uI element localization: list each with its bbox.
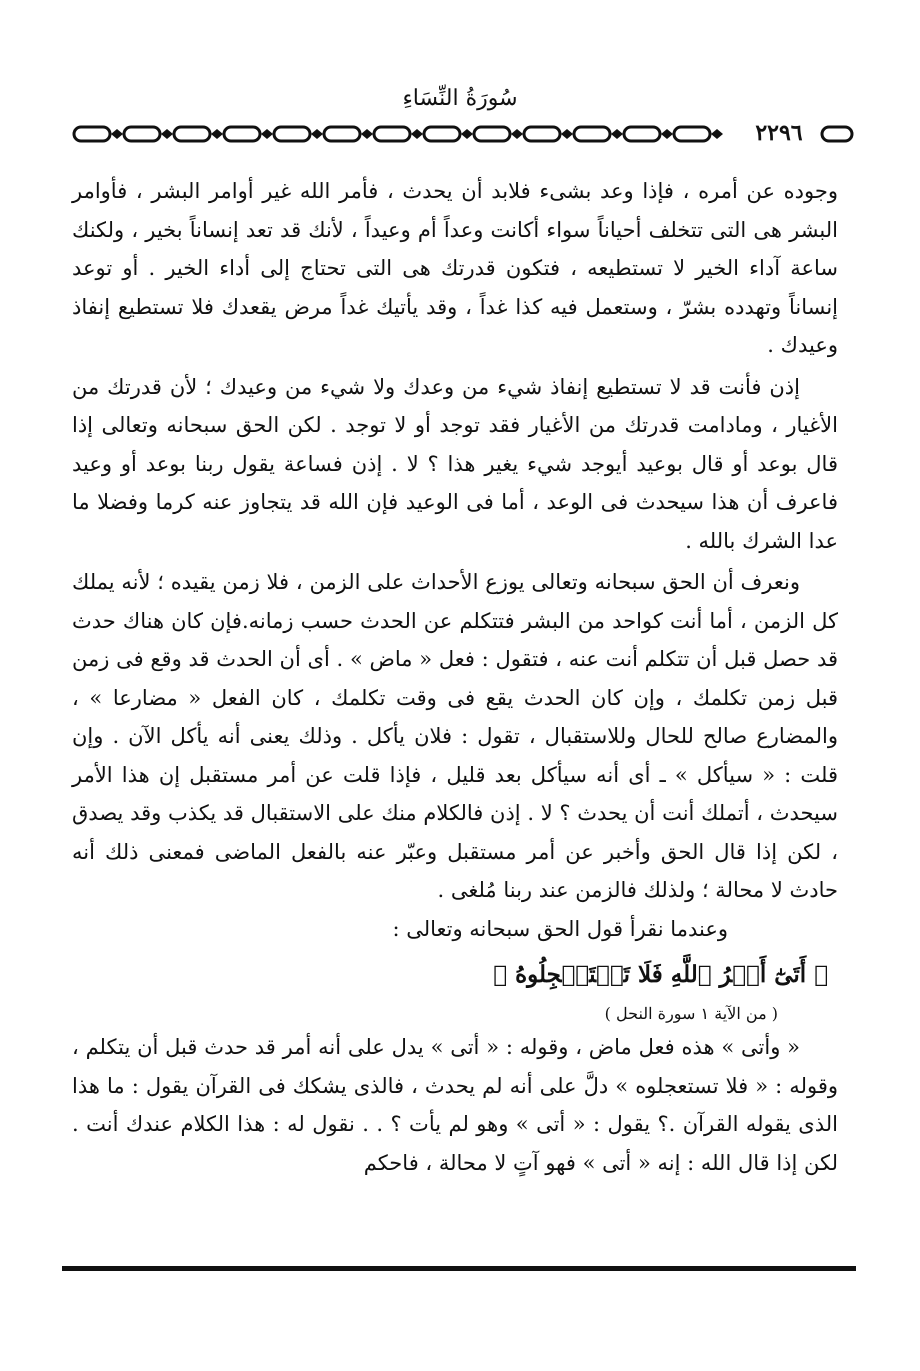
chain-link-icon <box>674 127 710 141</box>
chain-link-icon <box>174 127 210 141</box>
diamond-icon <box>411 129 423 139</box>
verse-intro-line: وعندما نقرأ قول الحق سبحانه وتعالى : <box>392 916 728 941</box>
quran-verse: ﴿ أَتَىٰٓ أَمۡرُ ٱللَّهِ فَلَا تَسۡتَعۡجِلُوهُ ﴾ <box>493 961 828 988</box>
diamond-icon <box>661 129 673 139</box>
paragraph-4: « وأتى » هذه فعل ماض ، وقوله : « أتى » يدل على أنه أمر قد حدث قبل أن يتكلم ، وقوله : « فلا تستعجلوه » دلَّ على أنه لم يحدث ، فالذى يشكك فى القرآن يقول : ما هذا الذى يقوله القرآن .؟ يقول : « أتى » وهو لم يأت ؟ . . نقول له : هذا الكلام عندك أنت . لكن إذا قال الله : إنه « أتى » فهو آتٍ لا محالة ، فاحكم <box>72 1035 838 1175</box>
chain-ornament-icon <box>70 120 855 148</box>
page-number: ٢٢٩٦ <box>740 118 818 148</box>
diamond-icon <box>111 129 123 139</box>
decorative-header-band <box>70 120 855 148</box>
chain-link-icon <box>474 127 510 141</box>
chain-link-icon <box>822 127 852 141</box>
surah-title: سُورَةُ النِّسَاءِ <box>402 86 518 111</box>
chain-link-icon <box>274 127 310 141</box>
bottom-rule <box>62 1266 856 1271</box>
diamond-icon <box>161 129 173 139</box>
diamond-icon <box>461 129 473 139</box>
chain-link-icon <box>324 127 360 141</box>
verse-reference: ( من الآية ١ سورة النحل ) <box>604 1004 778 1023</box>
body-text <box>72 172 838 1182</box>
chain-link-icon <box>224 127 260 141</box>
paragraph-3: ونعرف أن الحق سبحانه وتعالى يوزع الأحداث على الزمن ، فلا زمن يقيده ؛ لأنه يملك كل الزمن ، أما أنت كواحد من البشر فتتكلم عن الحدث حسب زمانه.فإن كان هناك حدث قد حصل قبل أن تتكلم أنت عنه ، فتقول : فعل « ماض » . أى أن الحدث قد وقع فى زمن قبل زمن تكلمك ، وإن كان الحدث يقع فى وقت تكلمك ، كان الفعل « مضارعا » ، والمضارع صالح للحال وللاستقبال ، تقول : فلان يأكل . وذلك يعنى أنه يأكل الآن . وإن قلت : « سيأكل » ـ أى أنه سيأكل بعد قليل ، فإذا قلت عن أمر مستقبل إن هذا الأمر سيحدث ، أتملك أنت أن يحدث ؟ لا . إذن فالكلام منك على الاستقبال قد يكذب وقد يصدق ، لكن إذا قال الحق وأخبر عن أمر مستقبل وعبّر عنه بالفعل الماضى فمعنى ذلك أنه حادث لا محالة ؛ ولذلك فالزمن عند ربنا مُلغى . <box>72 570 838 902</box>
chain-link-icon <box>624 127 660 141</box>
diamond-icon <box>511 129 523 139</box>
chain-link-icon <box>74 127 110 141</box>
diamond-icon <box>711 129 723 139</box>
paragraph-1: وجوده عن أمره ، فإذا وعد بشىء فلابد أن يحدث ، فأمر الله غير أوامر البشر ، فأوامر البشر هى التى تتخلف أحياناً سواء أكانت وعداً أم وعيداً ، لأنك قد تعد إنساناً بخير ، ولكنك ساعة آداء الخير لا تستطيعه ، فتكون قدرتك هى التى تحتاج إلى أداء الخير . أو توعد إنساناً وتهدده بشرّ ، وستعمل فيه كذا غداً ، وقد يأتيك غداً مرض يقعدك فلا تستطيع إنفاذ وعيدك . <box>72 179 838 357</box>
diamond-icon <box>561 129 573 139</box>
diamond-icon <box>311 129 323 139</box>
diamond-icon <box>361 129 373 139</box>
diamond-icon <box>611 129 623 139</box>
chain-link-icon <box>424 127 460 141</box>
chain-link-icon <box>374 127 410 141</box>
chain-link-icon <box>574 127 610 141</box>
diamond-icon <box>261 129 273 139</box>
paragraph-2: إذن فأنت قد لا تستطيع إنفاذ شيء من وعدك ولا شيء من وعيدك ؛ لأن قدرتك من الأغيار ، ومادامت قدرتك من الأغيار فقد توجد أو لا توجد . لكن الحق سبحانه وتعالى إذا قال بوعد أو قال بوعيد أيوجد شيء يغير هذا ؟ لا . إذن فساعة يقول ربنا بوعد أو وعيد فاعرف أن هذا سيحدث فى الوعد ، أما فى الوعيد فإن الله قد يتجاوز عنه كرما وفضلا ما عدا الشرك بالله . <box>72 374 838 553</box>
diamond-icon <box>211 129 223 139</box>
chain-link-icon <box>524 127 560 141</box>
chain-link-icon <box>124 127 160 141</box>
